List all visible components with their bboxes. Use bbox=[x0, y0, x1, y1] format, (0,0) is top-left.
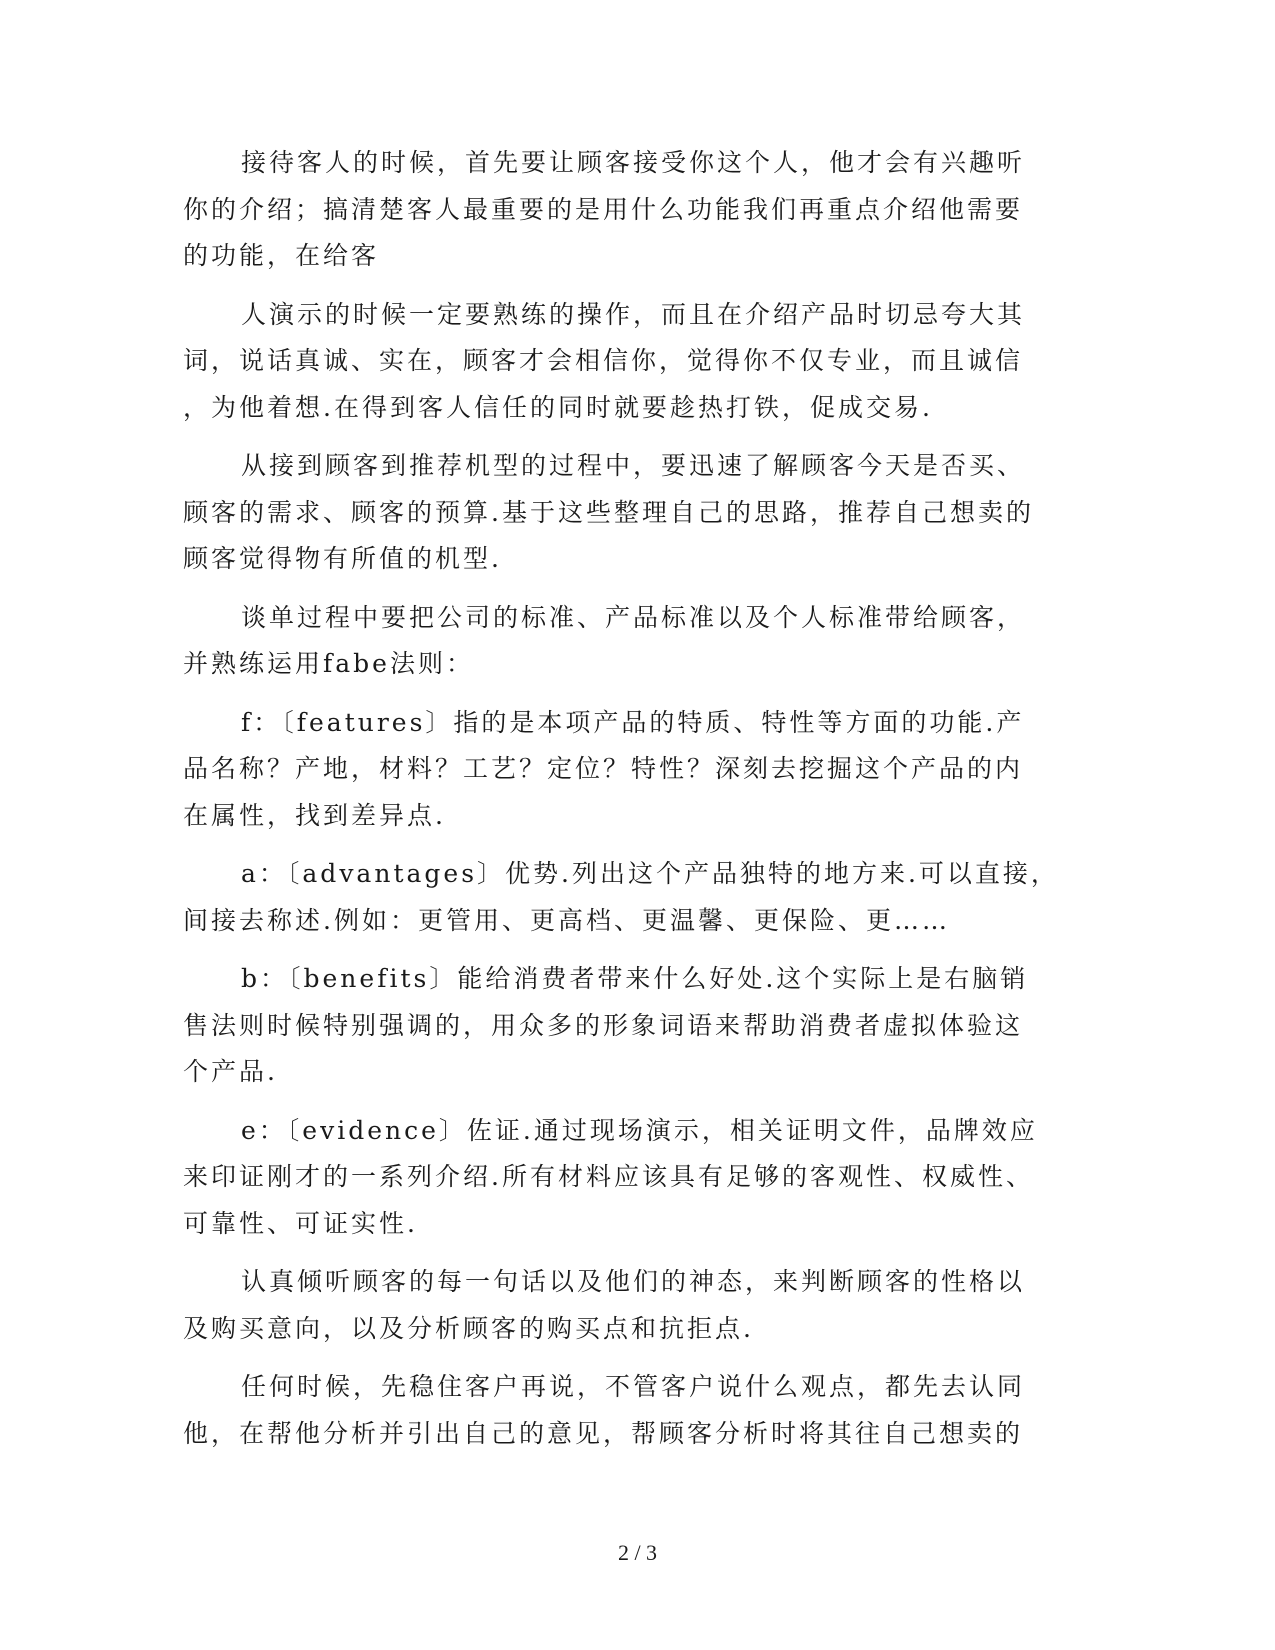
paragraph bbox=[183, 292, 1043, 432]
text-line: 可靠性、可证实性. bbox=[183, 1208, 418, 1238]
text-line: 接待客人的时候，首先要让顾客接受你这个人，他才会有兴趣听 bbox=[241, 148, 1026, 177]
paragraph bbox=[183, 851, 1059, 944]
text-line: 他，在帮他分析并引出自己的意见，帮顾客分析时将其往自己想卖的 bbox=[183, 1418, 1024, 1448]
text-line: 顾客的需求、顾客的预算.基于这些整理自己的思路，推荐自己想卖的 bbox=[183, 497, 1034, 527]
paragraph bbox=[183, 595, 1043, 688]
text-line: f：〔features〕指的是本项产品的特质、特性等方面的功能.产 bbox=[241, 707, 1025, 737]
text-line: e：〔evidence〕佐证.通过现场演示，相关证明文件，品牌效应 bbox=[241, 1115, 1038, 1145]
paragraph bbox=[183, 1259, 1043, 1352]
text-line: 任何时候，先稳住客户再说，不管客户说什么观点，都先去认同 bbox=[241, 1372, 1026, 1401]
text-line: 谈单过程中要把公司的标准、产品标准以及个人标准带给顾客， bbox=[241, 602, 1026, 632]
text-line: 认真倾听顾客的每一句话以及他们的神态，来判断顾客的性格以 bbox=[241, 1267, 1026, 1296]
text-line: 及购买意向，以及分析顾客的购买点和抗拒点. bbox=[183, 1313, 754, 1343]
text-line: 词，说话真诚、实在，顾客才会相信你，觉得你不仅专业，而且诚信 bbox=[183, 346, 1024, 375]
text-line: 品名称？产地，材料？工艺？定位？特性？深刻去挖掘这个产品的内 bbox=[183, 754, 1024, 783]
text-line: 来印证刚才的一系列介绍.所有材料应该具有足够的客观性、权威性、 bbox=[183, 1162, 1034, 1191]
text-line: 在属性，找到差异点. bbox=[183, 800, 446, 830]
paragraph bbox=[183, 1364, 1043, 1457]
document-body bbox=[183, 140, 1059, 1469]
paragraph bbox=[183, 956, 1043, 1096]
text-line: 并熟练运用fabe法则： bbox=[183, 649, 474, 678]
text-line: b：〔benefits〕能给消费者带来什么好处.这个实际上是右脑销 bbox=[241, 964, 1029, 993]
text-line: ，为他着想.在得到客人信任的同时就要趁热打铁，促成交易. bbox=[183, 392, 933, 422]
paragraph bbox=[183, 1108, 1043, 1248]
paragraph bbox=[183, 443, 1043, 583]
text-line: 个产品. bbox=[183, 1057, 278, 1086]
text-line: 顾客觉得物有所值的机型. bbox=[183, 544, 502, 573]
text-line: 间接去称述.例如：更管用、更高档、更温馨、更保险、更…… bbox=[183, 905, 950, 935]
text-line: 从接到顾客到推荐机型的过程中，要迅速了解顾客今天是否买、 bbox=[241, 451, 1026, 480]
text-line: 人演示的时候一定要熟练的操作，而且在介绍产品时切忌夸大其 bbox=[241, 299, 1026, 329]
text-line: 售法则时候特别强调的，用众多的形象词语来帮助消费者虚拟体验这 bbox=[183, 1010, 1024, 1040]
text-line: 的功能，在给客 bbox=[183, 241, 380, 270]
paragraph bbox=[183, 140, 1043, 280]
page-number: 2 / 3 bbox=[617, 1540, 658, 1565]
text-line: a：〔advantages〕优势.列出这个产品独特的地方来.可以直接， bbox=[241, 859, 1059, 888]
text-line: 你的介绍；搞清楚客人最重要的是用什么功能我们再重点介绍他需要 bbox=[183, 194, 1024, 224]
paragraph bbox=[183, 700, 1043, 840]
